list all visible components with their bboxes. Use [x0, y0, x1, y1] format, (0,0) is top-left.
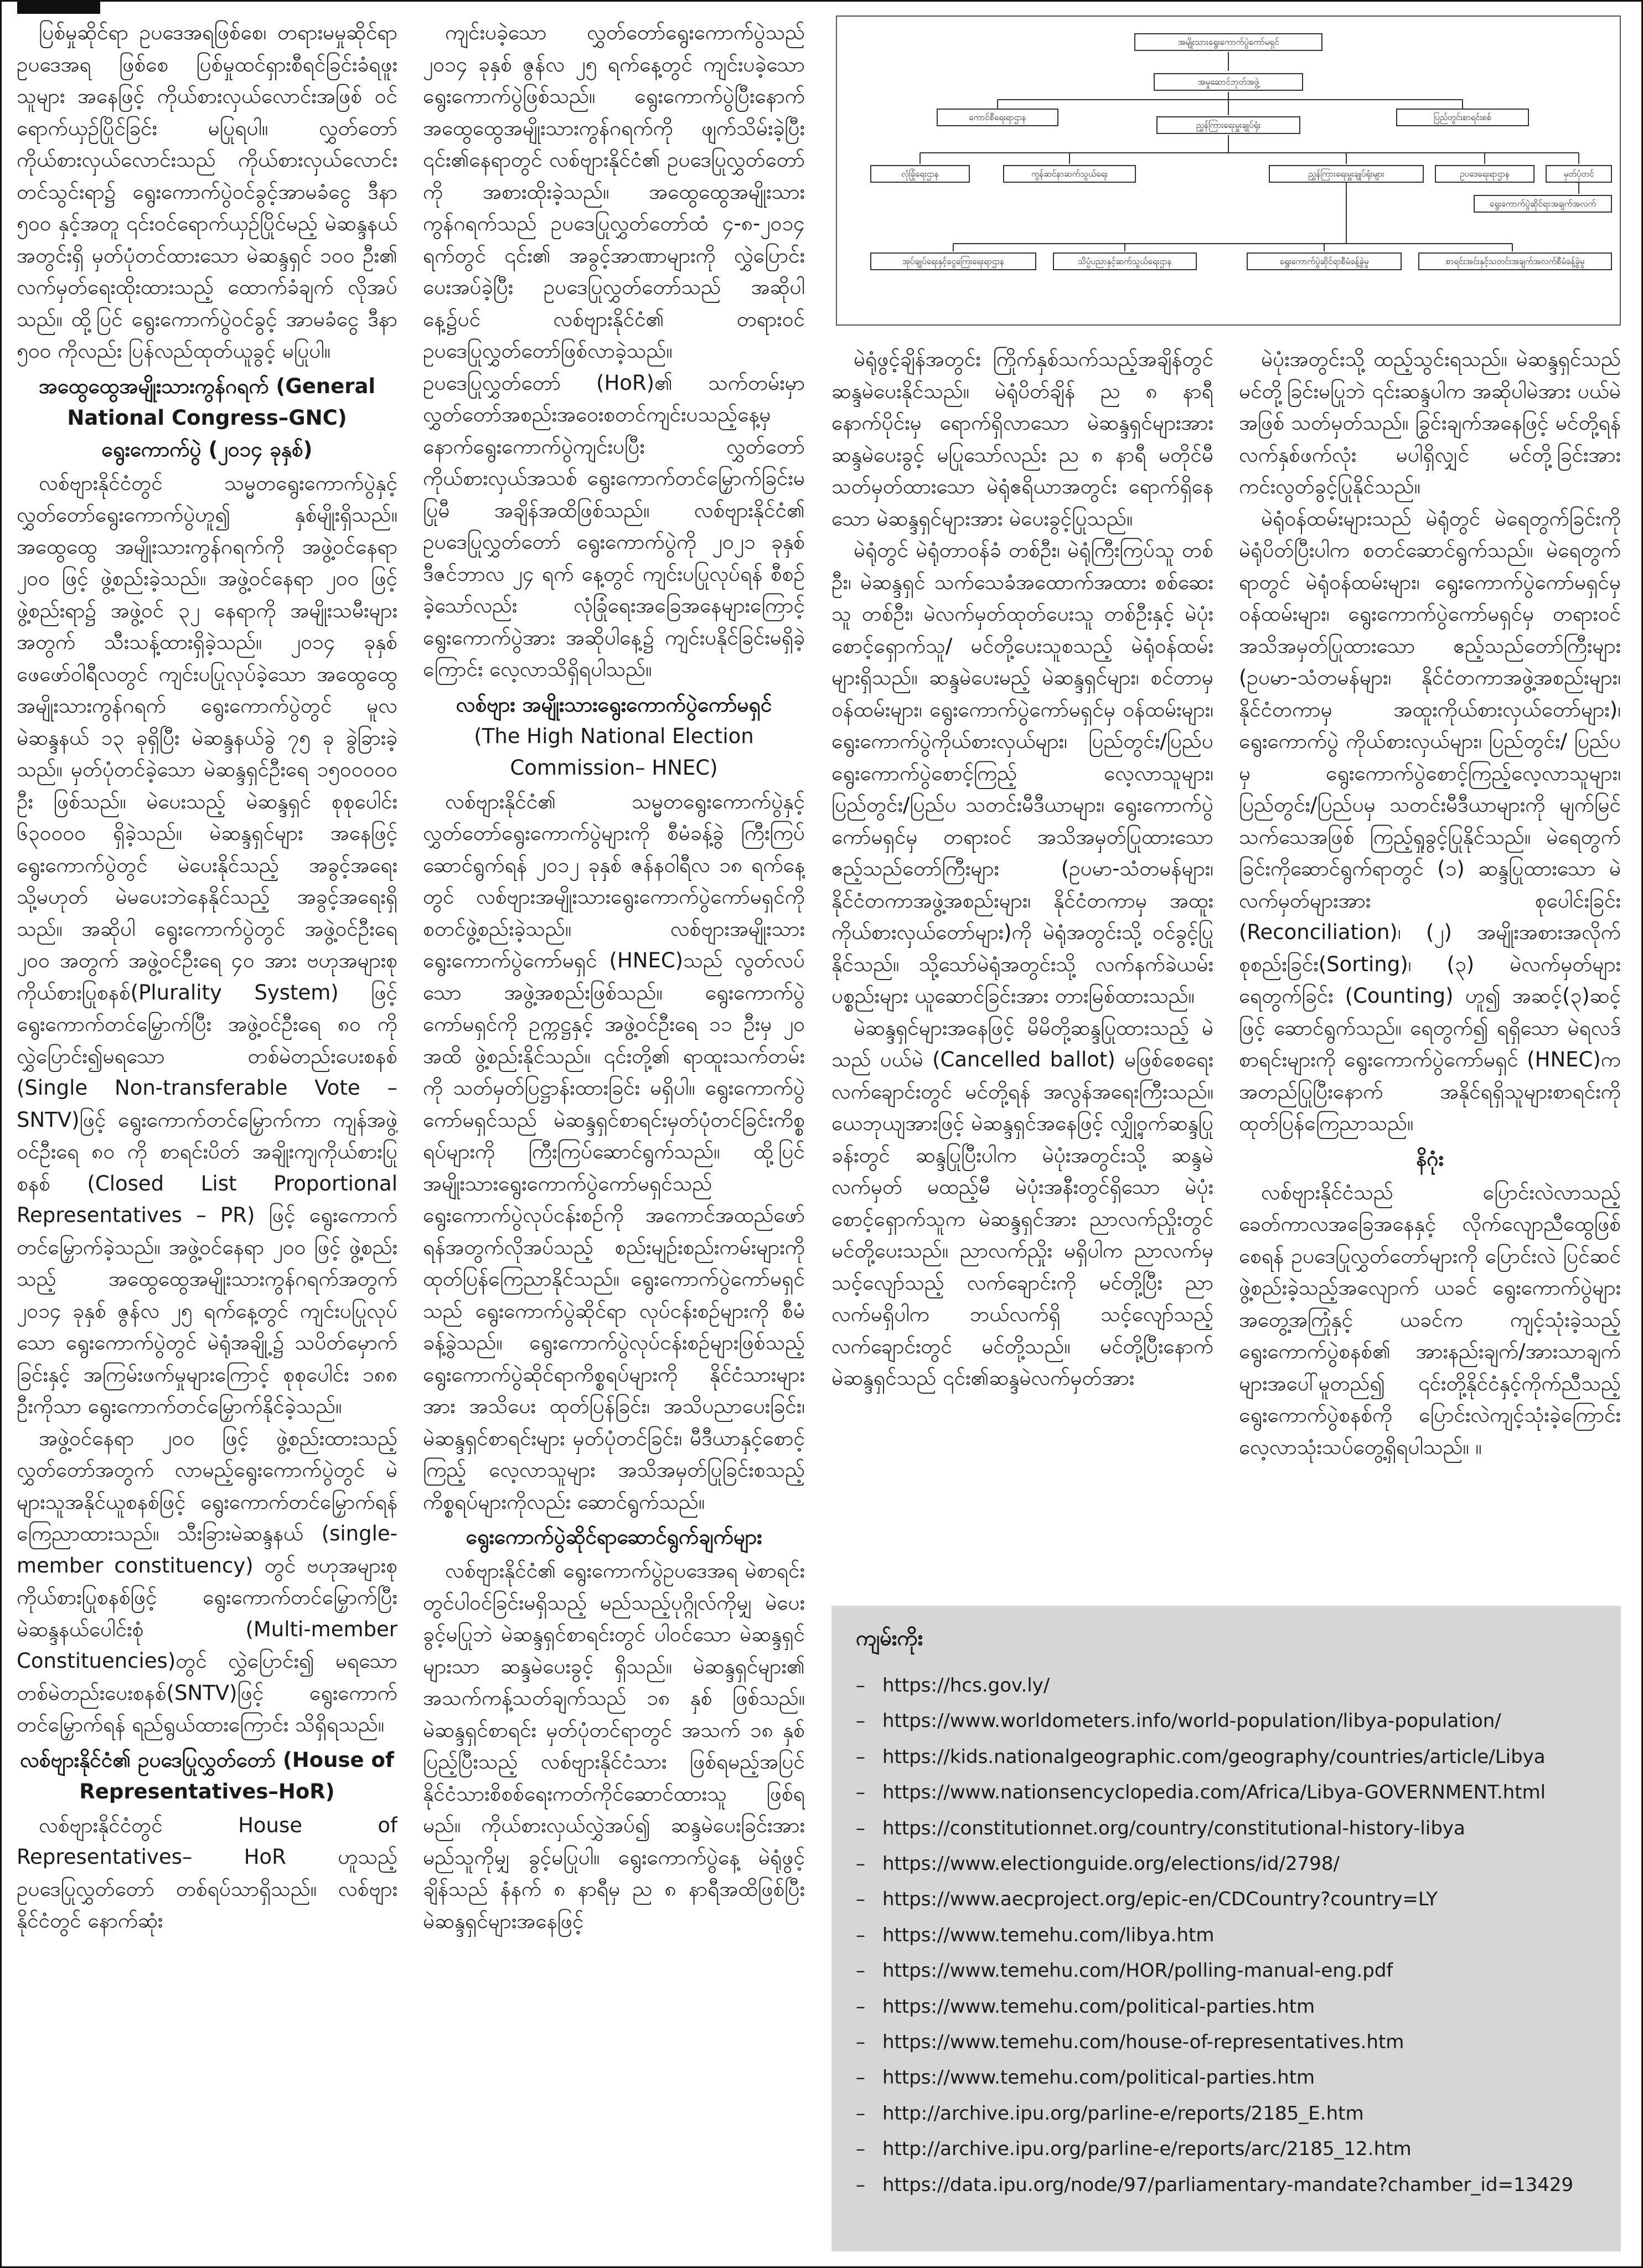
org-node-election-management: ရွေးကောက်ပွဲဆိုင်ရာစီမံခန့်ခွဲမှု: [1247, 252, 1402, 270]
section-heading-procedures: ရွေးကောက်ပွဲဆိုင်ရာဆောင်ရွက်ချက်များ: [466, 1525, 762, 1549]
reference-item: [856, 2167, 1596, 2203]
reference-item: [856, 1953, 1596, 1988]
paragraph: လစ်ဗျားနိုင်ငံသည် ပြောင်းလဲလာသည့် ခေတ်ကာလအခြေအနေနှင့် လိုက်လျောညီထွေဖြစ်စေရန် ဥပဒေပြုလွှတ်တော်များကို ပြောင်းလဲ ပြင်ဆင်ဖွဲ့စည်းခဲ့သည့်အလျောက် ယခင် ရွေးကောက်ပွဲများ အတွေ့အကြုံနှင့် ယခင်က ကျင့်သုံးခဲ့သည့် ရွေးကောက်ပွဲစနစ်၏ အားနည်းချက်/အားသာချက်များအပေါ်မူတည်၍ ၎င်းတို့နိုင်ငံနှင့်ကိုက်ညီသည့် ရွေးကောက်ပွဲစနစ်ကို ပြောင်းလဲကျင့်သုံးခဲ့ကြောင်း လေ့လာသုံးသပ်တွေ့ရှိရပါသည်။ ။: [1239, 1180, 1621, 1459]
section-heading-hor: လစ်ဗျားနိုင်ငံ၏ ဥပဒေပြုလွှတ်တော် (House of Representatives–HoR): [19, 1748, 395, 1803]
org-node-legal: ဥပဒေရေးရာဌာန: [1435, 165, 1534, 183]
reference-item: [856, 1703, 1596, 1739]
list-dash: –: [856, 2138, 865, 2161]
reference-link[interactable]: http://archive.ipu.org/parline-e/reports/2185_E.htm: [882, 2102, 1364, 2125]
reference-link[interactable]: https://www.aecproject.org/epic-en/CDCountry?country=LY: [882, 1888, 1438, 1911]
org-node-internal-audit: ပြည်တွင်းစာရင်းစစ်: [1396, 109, 1529, 126]
org-node-council-affairs: ကောင်စီရေးရာဌာန: [937, 109, 1058, 126]
reference-link[interactable]: https://www.temehu.com/HOR/polling-manual-eng.pdf: [882, 1960, 1393, 1982]
heading-english: (The High National Election Commission– HNEC): [474, 724, 754, 780]
paragraph: မဲပုံးအတွင်းသို့ ထည့်သွင်းရသည်။ မဲဆန္ဒရှင်သည် မင်တို့ခြင်းမပြုဘဲ ၎င်းဆန္ဒပါက အဆိုပါမဲအား ပယ်မဲအဖြစ် သတ်မှတ်သည်။ ခြွင်းချက်အနေဖြင့် မင်တို့ရန် လက်နှစ်ဖက်လုံး မပါရှိလျှင် မင်တို့ခြင်းအား ကင်းလွတ်ခွင့်ပြုနိုင်သည်။: [1239, 347, 1621, 498]
reference-link[interactable]: https://www.temehu.com/political-parties.htm: [882, 2066, 1315, 2089]
reference-link[interactable]: http://archive.ipu.org/parline-e/reports/arc/2185_12.htm: [882, 2138, 1412, 2161]
list-dash: –: [856, 1745, 865, 1768]
reference-link[interactable]: https://www.temehu.com/libya.htm: [882, 1924, 1215, 1946]
reference-item: [856, 2131, 1596, 2167]
reference-link[interactable]: https://data.ipu.org/node/97/parliamentary-mandate?chamber_id=13429: [882, 2173, 1574, 2196]
list-dash: –: [856, 1853, 865, 1875]
heading-text: လစ်ဗျား အမျိုးသားရွေးကောက်ပွဲကော်မရှင်: [456, 692, 772, 717]
org-node-commission: အမျိုးသားရွေးကောက်ပွဲကော်မရှင်: [1134, 33, 1322, 51]
references-list: [856, 1668, 1596, 2203]
reference-item: [856, 2024, 1596, 2060]
org-node-director-offices: ညွှန်ကြားရေးမှူးချုပ်ရုံးများ: [1269, 165, 1424, 183]
references-box: [831, 1606, 1621, 2251]
reference-item: [856, 1775, 1596, 1810]
section-heading-gnc: အထွေထွေအမျိုးသားကွန်ဂရက် (General National Congress–GNC) ရွေးကောက်ပွဲ (၂၀၁၄ ခုနှစ်): [38, 374, 376, 461]
org-chart: [836, 16, 1621, 326]
list-dash: –: [856, 2173, 865, 2196]
org-node-registration: မှတ်ပုံတင်: [1546, 165, 1612, 183]
list-dash: –: [856, 1710, 865, 1733]
reference-link[interactable]: https://www.nationsencyclopedia.com/Africa/Libya-GOVERNMENT.html: [882, 1781, 1546, 1804]
paragraph: လစ်ဗျားနိုင်ငံ၏ ရွေးကောက်ပွဲဥပဒေအရ မဲစာရင်းတွင်ပါဝင်ခြင်းမရှိသည့် မည်သည့်ပုဂ္ဂိုလ်ကိုမျှ မဲပေးခွင့်မပြုဘဲ မဲဆန္ဒရှင်စာရင်းတွင် ပါဝင်သော မဲဆန္ဒရှင်များသာ ဆန္ဒမဲပေးခွင့် ရှိသည်။ မဲဆန္ဒရှင်များ၏ အသက်ကန့်သတ်ချက်သည် ၁၈ နှစ် ဖြစ်သည်။ မဲဆန္ဒရှင်စာရင်း မှတ်ပုံတင်ရာတွင် အသက် ၁၈ နှစ် ပြည့်ပြီးသည့် လစ်ဗျားနိုင်ငံသား ဖြစ်ရမည့်အပြင် နိုင်ငံသားစိစစ်ရေးကတ်ကိုင်ဆောင်ထားသူ ဖြစ်ရမည်။ ကိုယ်စားလှယ်လွှဲအပ်၍ ဆန္ဒမဲပေးခြင်းအား မည်သူကိုမျှ ခွင့်မပြုပါ။ ရွေးကောက်ပွဲနေ့ မဲရုံဖွင့်ချိန်သည် နံနက် ၈ နာရီမှ ည ၈ နာရီအထိဖြစ်ပြီး မဲဆန္ဒရှင်များအနေဖြင့်: [423, 1559, 805, 1933]
reference-item: [856, 1918, 1596, 1953]
reference-item: [856, 1846, 1596, 1882]
org-node-security: လုံခြုံရေးဌာန: [870, 165, 970, 183]
reference-link[interactable]: https://constitutionnet.org/country/constitutional-history-libya: [882, 1817, 1465, 1839]
reference-link[interactable]: https://kids.nationalgeographic.com/geography/countries/article/Libya: [882, 1745, 1546, 1768]
section-heading-hnec: [423, 689, 805, 784]
paragraph: ပြစ်မှုဆိုင်ရာ ဥပဒေအရဖြစ်စေ၊ တရားမမှုဆိုင်ရာ ဥပဒေအရ ဖြစ်စေ ပြစ်မှုထင်ရှားစီရင်ခြင်းခံရဖူးသူများ အနေဖြင့် ကိုယ်စားလှယ်လောင်းအဖြစ် ဝင်ရောက်ယှဉ်ပြိုင်ခြင်း မပြုရပါ။ လွှတ်တော်ကိုယ်စားလှယ်လောင်းသည် ကိုယ်စားလှယ်လောင်းတင်သွင်းရာ၌ ရွေးကောက်ပွဲဝင်ခွင့်အာမခံငွေ ဒီနာ ၅၀၀ နှင့်အတူ ၎င်းဝင်ရောက်ယှဉ်ပြိုင်မည့် မဲဆန္ဒနယ်အတွင်းရှိ မှတ်ပုံတင်ထားသော မဲဆန္ဒရှင် ၁၀၀ ဦး၏ လက်မှတ်ရေးထိုးထားသည့် ထောက်ခံချက် လိုအပ်သည်။ ထို့ပြင် ရွေးကောက်ပွဲဝင်ခွင့် အာမခံငွေ ဒီနာ ၅၀၀ ကိုလည်း ပြန်လည်ထုတ်ယူခွင့် မပြုပါ။: [17, 20, 397, 363]
list-dash: –: [856, 2031, 865, 2054]
paragraph: ကျင်းပခဲ့သော လွှတ်တော်ရွေးကောက်ပွဲသည် ၂၀၁၄ ခုနှစ် ဇွန်လ ၂၅ ရက်နေ့တွင် ကျင်းပခဲ့သော ရွေးကောက်ပွဲဖြစ်သည်။ ရွေးကောက်ပွဲပြီးနောက် အထွေထွေအမျိုးသားကွန်ဂရက်ကို ဖျက်သိမ်းခဲ့ပြီး ၎င်း၏နေရာတွင် လစ်ဗျားနိုင်ငံ၏ ဥပဒေပြုလွှတ်တော်ကို အစားထိုးခဲ့သည်။ အထွေထွေအမျိုးသားကွန်ဂရက်သည် ဥပဒေပြုလွှတ်တော်ထံ ၄-၈-၂၀၁၄ ရက်တွင် ၎င်း၏ အခွင့်အာဏာများကို လွှဲပြောင်းပေးအပ်ခဲ့ပြီး ဥပဒေပြုလွှတ်တော်သည် အဆိုပါနေ့၌ပင် လစ်ဗျားနိုင်ငံ၏ တရားဝင် ဥပဒေပြုလွှတ်တော်ဖြစ်လာခဲ့သည်။ ဥပဒေပြုလွှတ်တော် (HoR)၏ သက်တမ်းမှာ လွှတ်တော်အစည်းအဝေးစတင်ကျင်းပသည့်နေ့မှ နောက်ရွေးကောက်ပွဲကျင်းပပြီး လွှတ်တော်ကိုယ်စားလှယ်အသစ် ရွေးကောက်တင်မြှောက်ခြင်းမပြုမီ အချိန်အထိဖြစ်သည်။ လစ်ဗျားနိုင်ငံ၏ ဥပဒေပြုလွှတ်တော် ရွေးကောက်ပွဲကို ၂၀၂၁ ခုနှစ် ဒီဇင်ဘာလ ၂၄ ရက် နေ့တွင် ကျင်းပပြုလုပ်ရန် စီစဉ်ခဲ့သော်လည်း လုံခြုံရေးအခြေအနေများကြောင့် ရွေးကောက်ပွဲအား အဆိုပါနေ့၌ ကျင်းပနိုင်ခြင်းမရှိခဲ့ကြောင်း လေ့လာသိရှိရပါသည်။: [423, 20, 805, 681]
list-dash: –: [856, 1924, 865, 1946]
text-column-1: [17, 17, 397, 2254]
text-column-4: [1239, 343, 1621, 1578]
paragraph: လစ်ဗျားနိုင်ငံတွင် House of Representatives– HoR ဟူသည့် ဥပဒေပြုလွှတ်တော် တစ်ရပ်သာရှိသည်။ လစ်ဗျားနိုင်ငံတွင် နောက်ဆုံး: [17, 1813, 397, 1932]
paragraph: မဲရုံဝန်ထမ်းများသည် မဲရုံတွင် မဲရေတွက်ခြင်းကို မဲရုံပိတ်ပြီးပါက စတင်ဆောင်ရွက်သည်။ မဲရေတွက်ရာတွင် မဲရုံဝန်ထမ်းများ၊ ရွေးကောက်ပွဲကော်မရှင်မှ ဝန်ထမ်းများ၊ ရွေးကောက်ပွဲကော်မရှင်မှ တရားဝင် အသိအမှတ်ပြုထားသော ဧည့်သည်တော်ကြီးများ (ဥပမာ-သံတမန်များ၊ နိုင်ငံတကာအဖွဲ့အစည်းများ၊ နိုင်ငံတကာမှ အထူးကိုယ်စားလှယ်တော်များ)၊ ရွေးကောက်ပွဲ ကိုယ်စားလှယ်များ၊ ပြည်တွင်း/ ပြည်ပမှ ရွေးကောက်ပွဲစောင့်ကြည့်လေ့လာသူများ၊ ပြည်တွင်း/ပြည်ပမှ သတင်းမီဒီယာများကို မျက်မြင် သက်သေအဖြစ် ကြည့်ရှုခွင့်ပြုနိုင်သည်။ မဲရေတွက်ခြင်းကိုဆောင်ရွက်ရာတွင် (၁) ဆန္ဒပြုထားသော မဲလက်မှတ်များအား စုပေါင်းခြင်း (Reconciliation)၊ (၂) အမျိုးအစားအလိုက် စုစည်းခြင်း(Sorting)၊ (၃) မဲလက်မှတ်များ ရေတွက်ခြင်း (Counting) ဟူ၍ အဆင့်(၃)ဆင့်ဖြင့် ဆောင်ရွက်သည်။ ရေတွက်၍ ရရှိသော မဲရလဒ်စာရင်းများကို ရွေးကောက်ပွဲကော်မရှင် (HNEC)က အတည်ပြုပြီးနောက် အနိုင်ရရှိသူများစာရင်းကို ထုတ်ပြန်ကြေညာသည်။: [1239, 506, 1621, 1135]
org-node-executive-board: အမှုဆောင်ဘုတ်အဖွဲ့: [1154, 73, 1303, 91]
list-dash: –: [856, 1781, 865, 1804]
text-column-3: [831, 343, 1213, 1578]
list-dash: –: [856, 1674, 865, 1697]
page-corner-tab: [17, 2, 100, 14]
org-node-election-information: ရွေးကောက်ပွဲဆိုင်ရာအချက်အလက်: [1474, 195, 1612, 213]
reference-link[interactable]: https://www.worldometers.info/world-population/libya-population/: [882, 1710, 1501, 1733]
paragraph: မဲရုံတွင် မဲရုံတာဝန်ခံ တစ်ဦး၊ မဲရုံကြီးကြပ်သူ တစ်ဦး၊ မဲဆန္ဒရှင် သက်သေခံအထောက်အထား စစ်ဆေးသူ တစ်ဦး၊ မဲလက်မှတ်ထုတ်ပေးသူ တစ်ဦးနှင့် မဲပုံးစောင့်ရှောက်သူ/ မင်တို့ပေးသူစသည့် မဲရုံဝန်ထမ်းများရှိသည်။ ဆန္ဒမဲပေးမည့် မဲဆန္ဒရှင်များ၊ စင်တာမှဝန်ထမ်းများ၊ ရွေးကောက်ပွဲကော်မရှင်မှ ဝန်ထမ်းများ၊ ရွေးကောက်ပွဲကိုယ်စားလှယ်များ၊ ပြည်တွင်း/ပြည်ပ ရွေးကောက်ပွဲစောင့်ကြည့် လေ့လာသူများ၊ ပြည်တွင်း/ပြည်ပ သတင်းမီဒီယာများ၊ ရွေးကောက်ပွဲကော်မရှင်မှ တရားဝင် အသိအမှတ်ပြုထားသော ဧည့်သည်တော်ကြီးများ (ဥပမာ-သံတမန်များ၊ နိုင်ငံတကာအဖွဲ့အစည်းများ၊ နိုင်ငံတကာမှ အထူးကိုယ်စားလှယ်တော်များ)ကို မဲရုံအတွင်းသို့ ဝင်ခွင့်ပြုနိုင်သည်။ သို့သော်မဲရုံအတွင်းသို့ လက်နက်ခဲယမ်းပစ္စည်းများ ယူဆောင်ခြင်းအား တားမြစ်ထားသည်။: [831, 538, 1213, 1008]
text-column-2: [423, 17, 805, 2254]
list-dash: –: [856, 2102, 865, 2125]
paragraph: မဲဆန္ဒရှင်များအနေဖြင့် မိမိတို့ဆန္ဒပြုထားသည့် မဲသည် ပယ်မဲ (Cancelled ballot) မဖြစ်စေရေး လက်ချောင်းတွင် မင်တို့ရန် အလွန်အရေးကြီးသည်။ ယေဘုယျအားဖြင့် မဲဆန္ဒရှင်အနေဖြင့် လျှို့ဝှက်ဆန္ဒပြုခန်းတွင် ဆန္ဒပြုပြီးပါက မဲပုံးအတွင်းသို့ ဆန္ဒမဲလက်မှတ် မထည့်မီ မဲပုံးအနီးတွင်ရှိသော မဲပုံးစောင့်ရှောက်သူက မဲဆန္ဒရှင်အား ညာလက်ညှိုးတွင် မင်တို့ပေးသည်။ ညာလက်ညှိုး မရှိပါက ညာလက်မှ သင့်လျော်သည့် လက်ချောင်းကို မင်တို့ပြီး ညာလက်မရှိပါက ဘယ်လက်ရှိ သင့်လျော်သည့် လက်ချောင်းတွင် မင်တို့သည်။ မင်တို့ပြီးနောက် မဲဆန္ဒရှင်သည် ၎င်း၏ဆန္ဒမဲလက်မှတ်အား: [831, 1016, 1213, 1390]
list-dash: –: [856, 1960, 865, 1982]
reference-link[interactable]: https://www.electionguide.org/elections/id/2798/: [882, 1853, 1340, 1875]
list-dash: –: [856, 1888, 865, 1911]
reference-link[interactable]: https://www.temehu.com/house-of-representatives.htm: [882, 2031, 1404, 2054]
org-node-admin-finance: အုပ်ချုပ်ရေးနှင့်ငွေကြေးရေးရာဌာန: [870, 252, 1036, 270]
paragraph: လစ်ဗျားနိုင်ငံတွင် သမ္မတရွေးကောက်ပွဲနှင့် လွှတ်တော်ရွေးကောက်ပွဲဟူ၍ နှစ်မျိုးရှိသည်။ အထွေထွေ အမျိုးသားကွန်ဂရက်ကို အဖွဲ့ဝင်နေရာ ၂၀၀ ဖြင့် ဖွဲ့စည်းခဲ့သည်။ အဖွဲ့ဝင်နေရာ ၂၀၀ ဖြင့် ဖွဲ့စည်းရာ၌ အဖွဲ့ဝင် ၃၂ နေရာကို အမျိုးသမီးများအတွက် သီးသန့်ထားရှိခဲ့သည်။ ၂၀၁၄ ခုနှစ် ဖေဖော်ဝါရီလတွင် ကျင်းပပြုလုပ်ခဲ့သော အထွေထွေအမျိုးသားကွန်ဂရက် ရွေးကောက်ပွဲတွင် မူလမဲဆန္ဒနယ် ၁၃ ခုရှိပြီး မဲဆန္ဒနယ်ခွဲ ၇၅ ခု ခွဲခြားခဲ့သည်။ မှတ်ပုံတင်ခဲ့သော မဲဆန္ဒရှင်ဦးရေ ၁၅၀၀၀၀၀ ဦး ဖြစ်သည်။ မဲပေးသည့် မဲဆန္ဒရှင် စုစုပေါင်း ၆၃၀၀၀၀ ရှိခဲ့သည်။ မဲဆန္ဒရှင်များ အနေဖြင့် ရွေးကောက်ပွဲတွင် မဲပေးနိုင်သည့် အခွင့်အရေး သို့မဟုတ် မဲမပေးဘဲနေနိုင်သည့် အခွင့်အရေးရှိသည်။ အဆိုပါ ရွေးကောက်ပွဲတွင် အဖွဲ့ဝင်ဦးရေ ၂၀၀ အတွက် အဖွဲ့ဝင်ဦးရေ ၄၀ အား ဗဟုအများစု ကိုယ်စားပြုစနစ်(Plurality System) ဖြင့် ရွေးကောက်တင်မြှောက်ပြီး အဖွဲ့ဝင်ဦးရေ ၈၀ ကို လွှဲပြောင်း၍မရသော တစ်မဲတည်းပေးစနစ် (Single Non-transferable Vote – SNTV)ဖြင့် ရွေးကောက်တင်မြှောက်ကာ ကျန်အဖွဲ့ဝင်ဦးရေ ၈၀ ကို စာရင်းပိတ် အချိုးကျကိုယ်စားပြုစနစ် (Closed List Proportional Representatives – PR) ဖြင့် ရွေးကောက်တင်မြှောက်ခဲ့သည်။ အဖွဲ့ဝင်နေရာ ၂၀၀ ဖြင့် ဖွဲ့စည်းသည့် အထွေထွေအမျိုးသားကွန်ဂရက်အတွက် ၂၀၁၄ ခုနှစ် ဇွန်လ ၂၅ ရက်နေ့တွင် ကျင်းပပြုလုပ်သော ရွေးကောက်ပွဲတွင် မဲရုံအချို့၌ သပိတ်မှောက်ခြင်းနှင့် အကြမ်းဖက်မှုများကြောင့် စုစုပေါင်း ၁၈၈ ဦးကိုသာ ရွေးကောက်တင်မြှောက်နိုင်ခဲ့သည်။: [17, 471, 397, 1418]
org-node-statistics-information: စာရင်းအင်းနှင့်သတင်းအချက်အလက်စီမံခန့်ခွဲမှု: [1418, 252, 1612, 270]
paragraph: အဖွဲ့ဝင်နေရာ ၂၀၀ ဖြင့် ဖွဲ့စည်းထားသည့် လွှတ်တော်အတွက် လာမည့်ရွေးကောက်ပွဲတွင် မဲများသူအနိုင်ယူစနစ်ဖြင့် ရွေးကောက်တင်မြှောက်ရန် ကြေညာထားသည်။ သီးခြားမဲဆန္ဒနယ် (single-member constituency) တွင် ဗဟုအများစုကိုယ်စားပြုစနစ်ဖြင့် ရွေးကောက်တင်မြှောက်ပြီး မဲဆန္ဒနယ်ပေါင်းစုံ (Multi-member Constituencies)တွင် လွှဲပြောင်း၍ မရသော တစ်မဲတည်းပေးစနစ်(SNTV)ဖြင့် ရွေးကောက်တင်မြှောက်ရန် ရည်ရွယ်ထားကြောင်း သိရှိရသည်။: [17, 1426, 397, 1736]
org-node-science-communication: သိပ္ပံပညာနှင့်ဆက်သွယ်ရေးဌာန: [1053, 252, 1197, 270]
reference-item: [856, 1811, 1596, 1846]
org-node-director-general: ညွှန်ကြားရေးမှူးချုပ်ရုံး: [1156, 116, 1300, 134]
reference-item: [856, 1668, 1596, 1703]
list-dash: –: [856, 2066, 865, 2089]
reference-item: [856, 1989, 1596, 2024]
org-node-communications: ကွန်ဆင်နာဆက်သွယ်ရေး: [1003, 165, 1136, 183]
reference-item: [856, 1739, 1596, 1775]
paragraph: လစ်ဗျားနိုင်ငံ၏ သမ္မတရွေးကောက်ပွဲနှင့် လွှတ်တော်ရွေးကောက်ပွဲများကို စီမံခန့်ခွဲ ကြီးကြပ်ဆောင်ရွက်ရန် ၂၀၁၂ ခုနှစ် ဇန်နဝါရီလ ၁၈ ရက်နေ့တွင် လစ်ဗျားအမျိုးသားရွေးကောက်ပွဲကော်မရှင်ကို စတင်ဖွဲ့စည်းခဲ့သည်။ လစ်ဗျားအမျိုးသားရွေးကောက်ပွဲကော်မရှင် (HNEC)သည် လွတ်လပ်သော အဖွဲ့အစည်းဖြစ်သည်။ ရွေးကောက်ပွဲကော်မရှင်ကို ဥက္ကဋ္ဌနှင့် အဖွဲ့ဝင်ဦးရေ ၁၁ ဦးမှ ၂၀ အထိ ဖွဲ့စည်းနိုင်သည်။ ၎င်းတို့၏ ရာထူးသက်တမ်းကို သတ်မှတ်ပြဋ္ဌာန်းထားခြင်း မရှိပါ။ ရွေးကောက်ပွဲကော်မရှင်သည် မဲဆန္ဒရှင်စာရင်းမှတ်ပုံတင်ခြင်းကိစ္စရပ်များကို ကြီးကြပ်ဆောင်ရွက်သည်။ ထို့ပြင် အမျိုးသားရွေးကောက်ပွဲကော်မရှင်သည် ရွေးကောက်ပွဲလုပ်ငန်းစဉ်ကို အကောင်အထည်ဖော်ရန်အတွက်လိုအပ်သည့် စည်းမျဉ်းစည်းကမ်းများကို ထုတ်ပြန်ကြေညာနိုင်သည်။ ရွေးကောက်ပွဲကော်မရှင်သည် ရွေးကောက်ပွဲဆိုင်ရာ လုပ်ငန်းစဉ်များကို စီမံခန့်ခွဲသည်။ ရွေးကောက်ပွဲလုပ်ငန်းစဉ်များဖြစ်သည့် ရွေးကောက်ပွဲဆိုင်ရာကိစ္စရပ်များကို နိုင်ငံသားများအား အသိပေး ထုတ်ပြန်ခြင်း၊ အသိပညာပေးခြင်း၊ မဲဆန္ဒရှင်စာရင်းများ မှတ်ပုံတင်ခြင်း၊ မီဒီယာနှင့်စောင့်ကြည့် လေ့လာသူများ အသိအမှတ်ပြုခြင်းစသည့် ကိစ္စရပ်များကိုလည်း ဆောင်ရွက်သည်။: [423, 789, 805, 1514]
reference-item: [856, 2060, 1596, 2095]
reference-link[interactable]: https://hcs.gov.ly/: [882, 1674, 1050, 1697]
reference-link[interactable]: https://www.temehu.com/political-parties.htm: [882, 1995, 1315, 2018]
paragraph: မဲရုံဖွင့်ချိန်အတွင်း ကြိုက်နှစ်သက်သည့်အချိန်တွင် ဆန္ဒမဲပေးနိုင်သည်။ မဲရုံပိတ်ချိန် ည ၈ နာရီ နောက်ပိုင်းမှ ရောက်ရှိလာသော မဲဆန္ဒရှင်များအား ဆန္ဒမဲပေးခွင့် မပြုသော်လည်း ည ၈ နာရီ မတိုင်မီ သတ်မှတ်ထားသော မဲရုံဧရိယာအတွင်း ရောက်ရှိနေသော မဲဆန္ဒရှင်များအား မဲပေးခွင့်ပြုသည်။: [831, 347, 1213, 530]
section-heading-conclusion: နိဂုံး: [1416, 1146, 1444, 1171]
list-dash: –: [856, 1817, 865, 1839]
reference-item: [856, 1882, 1596, 1917]
reference-item: [856, 2096, 1596, 2131]
references-title: ကျမ်းကိုး: [856, 1626, 923, 1650]
list-dash: –: [856, 1995, 865, 2018]
